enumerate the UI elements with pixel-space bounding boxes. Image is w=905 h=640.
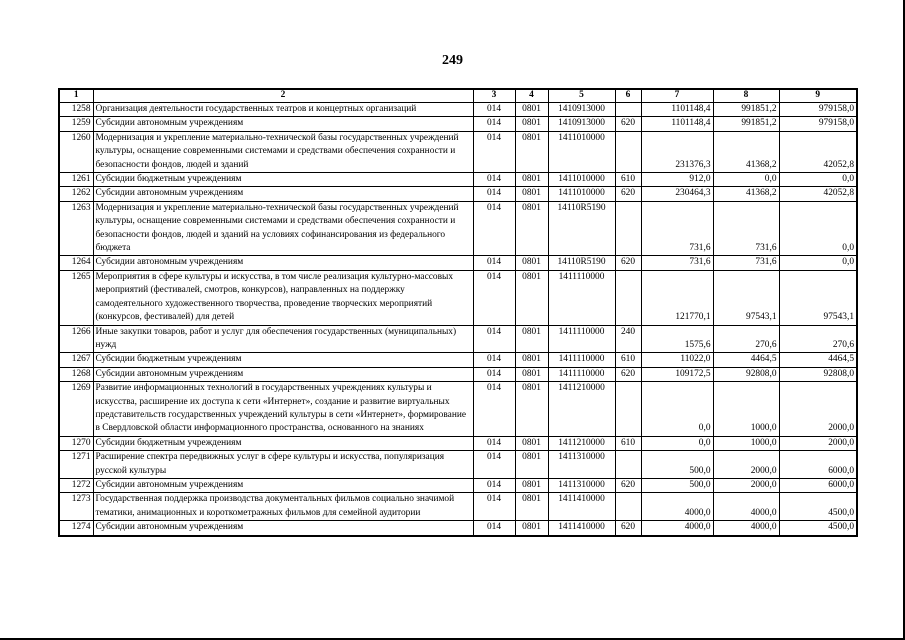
cell-col9: 4500,0 xyxy=(779,521,857,536)
cell-col6: 620 xyxy=(615,367,641,381)
cell-col6: 240 xyxy=(615,325,641,353)
cell-col5: 14110R5190 xyxy=(548,256,615,270)
cell-col6: 620 xyxy=(615,521,641,536)
cell-col5: 1410913000 xyxy=(548,103,615,117)
cell-col6: 610 xyxy=(615,173,641,187)
row-number: 1267 xyxy=(59,353,93,367)
cell-col7: 0,0 xyxy=(641,382,713,437)
cell-col8: 270,6 xyxy=(713,325,779,353)
cell-col3: 014 xyxy=(473,201,515,256)
row-name: Модернизация и укрепление материально-технической базы государственных учреждений культуры, оснащение современными системами и средствами обеспечения сохранности и безопасности фондов, людей и зданий xyxy=(93,131,473,172)
cell-col7: 731,6 xyxy=(641,201,713,256)
row-number: 1260 xyxy=(59,131,93,172)
cell-col9: 2000,0 xyxy=(779,436,857,450)
cell-col6 xyxy=(615,201,641,256)
cell-col4: 0801 xyxy=(515,451,548,479)
row-name: Субсидии автономным учреждениям xyxy=(93,187,473,201)
cell-col7: 500,0 xyxy=(641,451,713,479)
column-header: 4 xyxy=(515,89,548,103)
table-row xyxy=(59,382,857,437)
cell-col4: 0801 xyxy=(515,353,548,367)
row-name: Иные закупки товаров, работ и услуг для обеспечения государственных (муниципальных) нужд xyxy=(93,325,473,353)
table-row xyxy=(59,173,857,187)
cell-col6 xyxy=(615,451,641,479)
cell-col8: 991851,2 xyxy=(713,103,779,117)
row-name: Субсидии автономным учреждениям xyxy=(93,117,473,131)
cell-col6 xyxy=(615,270,641,325)
row-name: Субсидии автономным учреждениям xyxy=(93,478,473,492)
row-number: 1258 xyxy=(59,103,93,117)
cell-col5: 1411110000 xyxy=(548,270,615,325)
table-row xyxy=(59,353,857,367)
cell-col7: 731,6 xyxy=(641,256,713,270)
cell-col4: 0801 xyxy=(515,256,548,270)
table-row xyxy=(59,521,857,536)
cell-col4: 0801 xyxy=(515,478,548,492)
cell-col9: 270,6 xyxy=(779,325,857,353)
cell-col5: 1411310000 xyxy=(548,451,615,479)
cell-col4: 0801 xyxy=(515,367,548,381)
table-row xyxy=(59,436,857,450)
cell-col3: 014 xyxy=(473,173,515,187)
row-number: 1269 xyxy=(59,382,93,437)
cell-col3: 014 xyxy=(473,382,515,437)
cell-col8: 731,6 xyxy=(713,201,779,256)
cell-col6: 610 xyxy=(615,353,641,367)
column-header: 8 xyxy=(713,89,779,103)
column-header: 9 xyxy=(779,89,857,103)
cell-col4: 0801 xyxy=(515,270,548,325)
cell-col5: 1411010000 xyxy=(548,131,615,172)
row-name: Мероприятия в сфере культуры и искусства, в том числе реализация культурно-массовых мероприятий (фестивалей, смотров, конкурсов), направленных на поддержку самодеятельного художественного творчества, проведение творческих мероприятий (конкурсов, фестивалей) для детей xyxy=(93,270,473,325)
column-header: 3 xyxy=(473,89,515,103)
cell-col4: 0801 xyxy=(515,493,548,521)
row-name: Организация деятельности государственных театров и концертных организаций xyxy=(93,103,473,117)
cell-col9: 42052,8 xyxy=(779,187,857,201)
row-number: 1271 xyxy=(59,451,93,479)
cell-col8: 2000,0 xyxy=(713,478,779,492)
cell-col6 xyxy=(615,493,641,521)
cell-col3: 014 xyxy=(473,493,515,521)
cell-col6 xyxy=(615,103,641,117)
row-number: 1263 xyxy=(59,201,93,256)
cell-col8: 97543,1 xyxy=(713,270,779,325)
table-body xyxy=(59,103,857,536)
table-row xyxy=(59,187,857,201)
row-number: 1273 xyxy=(59,493,93,521)
row-number: 1259 xyxy=(59,117,93,131)
cell-col4: 0801 xyxy=(515,187,548,201)
cell-col8: 1000,0 xyxy=(713,382,779,437)
cell-col8: 991851,2 xyxy=(713,117,779,131)
cell-col5: 1410913000 xyxy=(548,117,615,131)
cell-col7: 1101148,4 xyxy=(641,117,713,131)
cell-col4: 0801 xyxy=(515,117,548,131)
cell-col7: 230464,3 xyxy=(641,187,713,201)
cell-col9: 42052,8 xyxy=(779,131,857,172)
cell-col7: 231376,3 xyxy=(641,131,713,172)
row-name: Расширение спектра передвижных услуг в сфере культуры и искусства, популяризация русской культуры xyxy=(93,451,473,479)
cell-col4: 0801 xyxy=(515,382,548,437)
table-row xyxy=(59,367,857,381)
column-header: 5 xyxy=(548,89,615,103)
cell-col4: 0801 xyxy=(515,521,548,536)
row-number: 1268 xyxy=(59,367,93,381)
cell-col5: 1411210000 xyxy=(548,382,615,437)
table-row xyxy=(59,270,857,325)
row-name: Субсидии автономным учреждениям xyxy=(93,521,473,536)
row-number: 1261 xyxy=(59,173,93,187)
row-name: Субсидии автономным учреждениям xyxy=(93,256,473,270)
cell-col9: 0,0 xyxy=(779,201,857,256)
row-name: Субсидии бюджетным учреждениям xyxy=(93,353,473,367)
cell-col9: 0,0 xyxy=(779,173,857,187)
header-row xyxy=(59,89,857,103)
cell-col6: 620 xyxy=(615,187,641,201)
table-row xyxy=(59,201,857,256)
cell-col6: 610 xyxy=(615,436,641,450)
cell-col5: 1411010000 xyxy=(548,173,615,187)
row-number: 1265 xyxy=(59,270,93,325)
row-number: 1270 xyxy=(59,436,93,450)
cell-col3: 014 xyxy=(473,436,515,450)
cell-col9: 6000,0 xyxy=(779,451,857,479)
row-name: Развитие информационных технологий в государственных учреждениях культуры и искусства, расширение их доступа к сети «Интернет», создание и развитие виртуальных представительств государственных учреждений культуры в сети «Интернет», формирование в Свердловской области информационного пространства, основанного на знаниях xyxy=(93,382,473,437)
cell-col3: 014 xyxy=(473,521,515,536)
row-name: Субсидии автономным учреждениям xyxy=(93,367,473,381)
cell-col7: 1575,6 xyxy=(641,325,713,353)
cell-col3: 014 xyxy=(473,353,515,367)
cell-col9: 92808,0 xyxy=(779,367,857,381)
cell-col6 xyxy=(615,131,641,172)
cell-col5: 1411110000 xyxy=(548,367,615,381)
table-row xyxy=(59,103,857,117)
row-name: Государственная поддержка производства документальных фильмов социально значимой тематики, анимационных и короткометражных фильмов для семейной аудитории xyxy=(93,493,473,521)
table-row xyxy=(59,131,857,172)
page-number: 249 xyxy=(442,53,463,68)
cell-col5: 1411210000 xyxy=(548,436,615,450)
cell-col9: 97543,1 xyxy=(779,270,857,325)
cell-col3: 014 xyxy=(473,131,515,172)
cell-col4: 0801 xyxy=(515,103,548,117)
row-number: 1264 xyxy=(59,256,93,270)
cell-col3: 014 xyxy=(473,325,515,353)
table-row xyxy=(59,256,857,270)
cell-col5: 1411410000 xyxy=(548,493,615,521)
cell-col8: 2000,0 xyxy=(713,451,779,479)
table-row xyxy=(59,325,857,353)
cell-col6: 620 xyxy=(615,478,641,492)
cell-col6: 620 xyxy=(615,117,641,131)
cell-col3: 014 xyxy=(473,451,515,479)
table-row xyxy=(59,493,857,521)
column-header: 2 xyxy=(93,89,473,103)
row-name: Модернизация и укрепление материально-технической базы государственных учреждений культуры, оснащение современными системами и средствами обеспечения сохранности и безопасности фондов, людей и зданий на условиях софинансирования из федерального бюджета xyxy=(93,201,473,256)
cell-col7: 500,0 xyxy=(641,478,713,492)
cell-col8: 4000,0 xyxy=(713,493,779,521)
cell-col9: 4500,0 xyxy=(779,493,857,521)
cell-col9: 979158,0 xyxy=(779,117,857,131)
cell-col3: 014 xyxy=(473,478,515,492)
table-row xyxy=(59,478,857,492)
cell-col5: 1411310000 xyxy=(548,478,615,492)
cell-col9: 0,0 xyxy=(779,256,857,270)
cell-col9: 6000,0 xyxy=(779,478,857,492)
cell-col8: 92808,0 xyxy=(713,367,779,381)
table-row xyxy=(59,117,857,131)
cell-col7: 4000,0 xyxy=(641,521,713,536)
cell-col4: 0801 xyxy=(515,173,548,187)
row-name: Субсидии бюджетным учреждениям xyxy=(93,436,473,450)
cell-col8: 4000,0 xyxy=(713,521,779,536)
cell-col6: 620 xyxy=(615,256,641,270)
cell-col8: 0,0 xyxy=(713,173,779,187)
cell-col3: 014 xyxy=(473,256,515,270)
cell-col7: 1101148,4 xyxy=(641,103,713,117)
cell-col8: 41368,2 xyxy=(713,131,779,172)
cell-col7: 4000,0 xyxy=(641,493,713,521)
cell-col7: 912,0 xyxy=(641,173,713,187)
cell-col3: 014 xyxy=(473,367,515,381)
cell-col7: 121770,1 xyxy=(641,270,713,325)
row-number: 1262 xyxy=(59,187,93,201)
row-number: 1266 xyxy=(59,325,93,353)
cell-col7: 0,0 xyxy=(641,436,713,450)
cell-col4: 0801 xyxy=(515,436,548,450)
cell-col3: 014 xyxy=(473,117,515,131)
row-number: 1274 xyxy=(59,521,93,536)
column-header: 6 xyxy=(615,89,641,103)
cell-col6 xyxy=(615,382,641,437)
column-header: 7 xyxy=(641,89,713,103)
cell-col5: 14110R5190 xyxy=(548,201,615,256)
cell-col4: 0801 xyxy=(515,131,548,172)
row-name: Субсидии бюджетным учреждениям xyxy=(93,173,473,187)
cell-col3: 014 xyxy=(473,103,515,117)
cell-col7: 109172,5 xyxy=(641,367,713,381)
cell-col3: 014 xyxy=(473,270,515,325)
cell-col5: 1411010000 xyxy=(548,187,615,201)
cell-col5: 1411410000 xyxy=(548,521,615,536)
cell-col5: 1411110000 xyxy=(548,353,615,367)
cell-col8: 731,6 xyxy=(713,256,779,270)
cell-col5: 1411110000 xyxy=(548,325,615,353)
cell-col9: 979158,0 xyxy=(779,103,857,117)
budget-table xyxy=(58,88,858,537)
cell-col9: 4464,5 xyxy=(779,353,857,367)
column-header: 1 xyxy=(59,89,93,103)
cell-col3: 014 xyxy=(473,187,515,201)
cell-col4: 0801 xyxy=(515,325,548,353)
row-number: 1272 xyxy=(59,478,93,492)
table-row xyxy=(59,451,857,479)
cell-col7: 11022,0 xyxy=(641,353,713,367)
cell-col8: 4464,5 xyxy=(713,353,779,367)
cell-col8: 1000,0 xyxy=(713,436,779,450)
cell-col4: 0801 xyxy=(515,201,548,256)
cell-col9: 2000,0 xyxy=(779,382,857,437)
cell-col8: 41368,2 xyxy=(713,187,779,201)
